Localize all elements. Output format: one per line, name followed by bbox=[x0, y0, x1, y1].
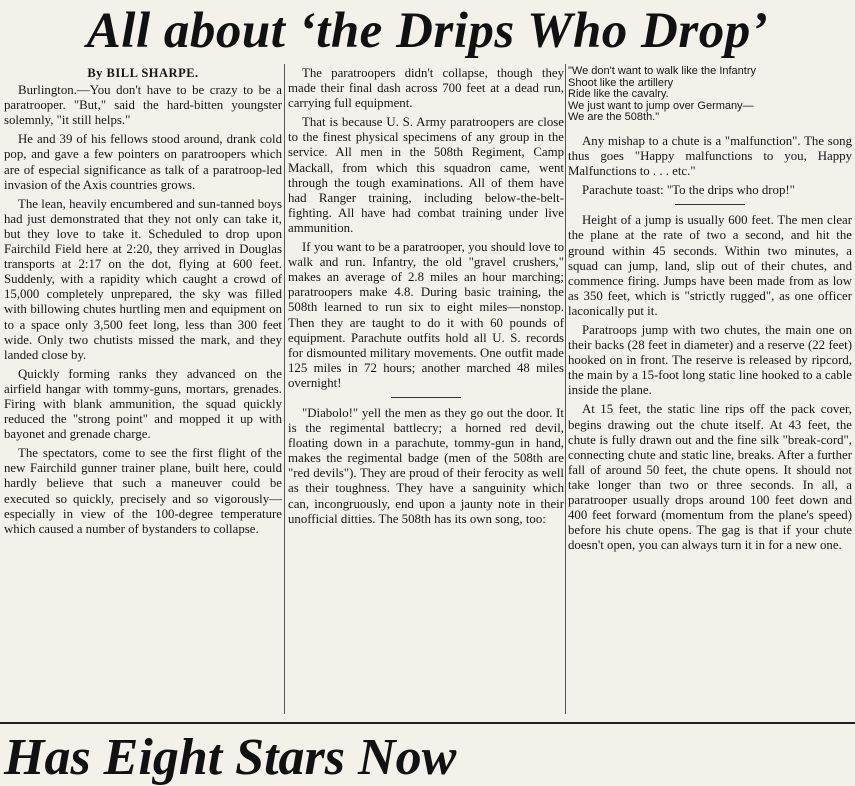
paragraph: "Diabolo!" yell the men as they go out the door. It is the regimental battlecry; a horned red devil, floating down in a parachute, tommy-gun in hand, makes the regimental badge (men of the 508th are "red devils"). They are proud of their ferocity as well as their toughness. They have a sanguinity which can, incongruously, end upon a jaunty note in their unofficial ditties. The 508th has its own song, too: bbox=[288, 405, 564, 526]
song-line: We are the 508th." bbox=[568, 111, 660, 124]
song-line: "We don't want to walk like the Infantry bbox=[568, 65, 757, 77]
column-rule bbox=[284, 64, 285, 714]
paragraph: The lean, heavily encumbered and sun-tanned boys had just demonstrated that they not only can take it, but they love to take it. Scheduled to drop upon Fairchild Field here at 2:20, they arrived in Douglas transports at 2:17 on the dot, flying at 600 feet. Suddenly, with a rapidity which caught a crowd of 15,000 completely unprepared, the sky was filled with billowing chutes hurtling men and equipment on to a space only 3,500 feet long, less than 300 feet wide. Only two chutists missed the mark, and they landed close by. bbox=[4, 196, 282, 362]
paragraph: The spectators, come to see the first flight of the new Fairchild gunner trainer plane, built here, could hardly believe that such a maneuver could be executed so quickly, precisely and so vigorously—especially in view of the 100-degree temperature which caused a number of bystanders to collapse. bbox=[4, 446, 282, 536]
paragraph: If you want to be a paratrooper, you should love to walk and run. Infantry, the old "gravel crushers," makes an average of 2.8 miles an hour marching; paratroopers make 4.8. During basic training, the 508th learned to run six to eight miles—nonstop. Then they are taught to do it with 60 pounds of equipment. Parachute outfits hold all U. S. records for dismounted military movements. One outfit made 125 miles in 72 hours; another marched 48 miles overnight! bbox=[288, 240, 564, 390]
song-lyrics bbox=[568, 66, 852, 124]
paragraph: The paratroopers didn't collapse, though they made their final dash across 700 feet at a dead run, carrying full equipment. bbox=[288, 66, 564, 111]
section-separator bbox=[675, 204, 745, 205]
article-column-1 bbox=[4, 66, 282, 716]
paragraph: Any mishap to a chute is a "malfunction". The song thus goes "Happy malfunctions to you, Happy Malfunctions to . . . etc." bbox=[568, 133, 852, 179]
byline: By BILL SHARPE. bbox=[87, 66, 199, 80]
paragraph: Paratroops jump with two chutes, the main one on their backs (28 feet in diameter) and a reserve (22 feet) hooked on in front. The reserve is released by ripcord, the main by a 15-foot long static line hooked to a cable inside the plane. bbox=[568, 323, 852, 398]
next-headline-text: Has Eight Stars Now bbox=[4, 729, 457, 786]
next-article-headline bbox=[0, 722, 855, 786]
article-column-3 bbox=[568, 66, 852, 716]
article-column-2 bbox=[288, 66, 564, 716]
song-line: Shoot like the artillery bbox=[568, 76, 674, 89]
paragraph: Height of a jump is usually 600 feet. The men clear the plane at the rate of two a second, and hit the ground within 45 seconds. Within two minutes, a squad can jump, land, slip out of their chutes, and commence firing. Jumps have been made from as low as 350 feet, which is "strictly rugged", as one officer laconically put it. bbox=[568, 213, 852, 318]
paragraph: That is because U. S. Army paratroopers are close to the finest physical specimens of any group in the service. All men in the 508th Regiment, Camp Mackall, from which this squadron came, went through the tough examinations. All of them have had Ranger training, including below-the-belt-fighting. All have had combat training under live ammunition. bbox=[288, 115, 564, 235]
article-headline: All about ‘the Drips Who Drop’ bbox=[86, 3, 769, 59]
song-line: Ride like the cavalry. bbox=[568, 88, 669, 101]
paragraph: Burlington.—You don't have to be crazy to be a paratrooper. "But," said the hard-bitten youngster solemnly, "it still helps." bbox=[4, 83, 282, 128]
song-line: We just want to jump over Germany— bbox=[568, 99, 754, 112]
paragraph: Parachute toast: "To the drips who drop!" bbox=[582, 183, 795, 198]
paragraph: He and 39 of his fellows stood around, drank cold pop, and gave a few pointers on paratroopers which are of especial significance as talk of a paratroop-led invasion of the Axis countries grows. bbox=[4, 132, 282, 192]
section-separator bbox=[391, 397, 461, 398]
paragraph: At 15 feet, the static line rips off the pack cover, begins drawing out the chute itself. At 43 feet, the chute is fully drawn out and the fine silk "break-cord", connecting chute and static line, breaks. After a further fall of around 50 feet, the chute opens. It should not take longer than two or three seconds. In all, a paratrooper usually drops around 100 feet down and 400 feet forward (momentum from the plane's speed) before his chute opens. The gag is that if your chute doesn't open, you can always turn it in for a new one. bbox=[568, 402, 852, 553]
column-rule bbox=[565, 64, 566, 714]
paragraph: Quickly forming ranks they advanced on the airfield hangar with tommy-guns, mortars, grenades. Firing with blank ammunition, the squad quickly reduced the "strong point" and mopped it up with bayonet and grenade charge. bbox=[4, 366, 282, 442]
